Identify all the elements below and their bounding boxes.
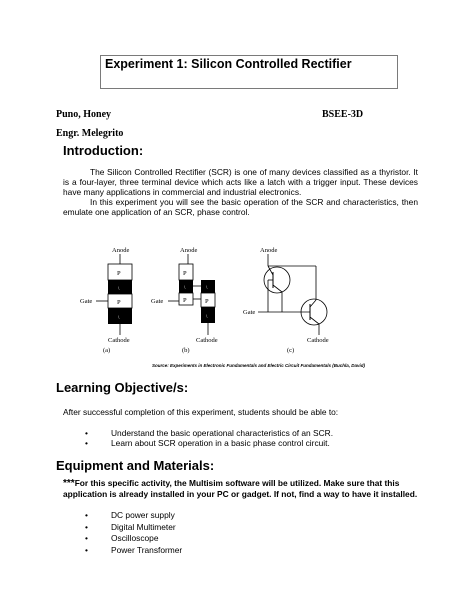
anode-label-c: Anode	[260, 247, 278, 254]
bullet-icon: •	[85, 521, 88, 532]
cathode-label-a: Cathode	[108, 337, 130, 344]
anode-label-a: Anode	[112, 247, 130, 254]
bullet-icon: •	[85, 438, 88, 448]
figure-c	[243, 247, 329, 354]
svg-text:\: \	[206, 315, 208, 320]
bullet-icon: •	[85, 510, 88, 520]
list-item: • Oscilloscope	[85, 533, 159, 543]
list-item: • DC power supply	[85, 510, 175, 520]
introduction-heading: Introduction:	[63, 143, 144, 158]
gate-label-c: Gate	[243, 309, 256, 316]
equipment-heading: Equipment and Materials:	[56, 458, 215, 473]
introduction-paragraph-1: The Silicon Controlled Rectifier (SCR) is one of many devices classified as a thyristor. It is a four-layer, three terminal device which acts like a latch with a trigger input. These devices have many applications in commercial and industrial electronics.	[63, 167, 418, 197]
anode-label-b: Anode	[180, 247, 198, 254]
title-box	[100, 55, 398, 89]
gate-label-b: Gate	[151, 298, 164, 305]
scr-structure-figure	[78, 244, 366, 360]
instructor-name: Engr. Melegrito	[56, 128, 124, 139]
bullet-icon: •	[85, 428, 88, 438]
multisim-note: ***For this specific activity, the Multisim software will be utilized. Make sure that this application is already installed in your PC or gadget. If not, find a way to have it installed.	[63, 478, 418, 499]
svg-text:\: \	[184, 286, 186, 291]
figure-label-a: (a)	[103, 347, 111, 354]
list-item: • Learn about SCR operation in a basic phase control circuit.	[85, 438, 330, 448]
p-layer-b1: P	[183, 270, 187, 277]
svg-text:\: \	[118, 287, 120, 292]
svg-text:\: \	[206, 286, 208, 291]
list-item: • Digital Multimeter	[85, 521, 176, 532]
p-layer-a2: P	[117, 299, 121, 306]
objectives-list	[85, 428, 334, 448]
bullet-icon: •	[85, 544, 88, 555]
equipment-list	[85, 510, 183, 556]
p-layer-b2: P	[183, 297, 187, 304]
figure-caption: Source: Experiments in Electronic Fundamentals and Electric Circuit Fundamentals (Buchla, David)	[152, 363, 366, 368]
introduction-body	[63, 167, 418, 217]
figure-a	[80, 247, 132, 354]
student-name: Puno, Honey	[56, 109, 112, 120]
objectives-heading: Learning Objective/s:	[56, 380, 189, 395]
cathode-label-b: Cathode	[196, 337, 218, 344]
figure-label-c: (c)	[287, 347, 295, 354]
program-code: BSEE-3D	[322, 109, 364, 120]
list-item: • Understand the basic operational characteristics of an SCR.	[85, 428, 334, 438]
cathode-label-c: Cathode	[307, 337, 329, 344]
svg-text:\: \	[118, 316, 120, 321]
list-item: • Power Transformer	[85, 544, 183, 555]
p-layer-b3: P	[205, 298, 209, 305]
p-layer-a1: P	[117, 270, 121, 277]
bullet-icon: •	[85, 533, 88, 543]
document-title: Experiment 1: Silicon Controlled Rectifier	[105, 57, 352, 71]
figure-b	[151, 247, 218, 354]
introduction-paragraph-2: In this experiment you will see the basic operation of the SCR and characteristics, then emulate one application of an SCR, phase control.	[63, 197, 418, 217]
objectives-lead: After successful completion of this experiment, students should be able to:	[63, 407, 339, 417]
gate-label-a: Gate	[80, 298, 93, 305]
figure-label-b: (b)	[182, 347, 190, 354]
